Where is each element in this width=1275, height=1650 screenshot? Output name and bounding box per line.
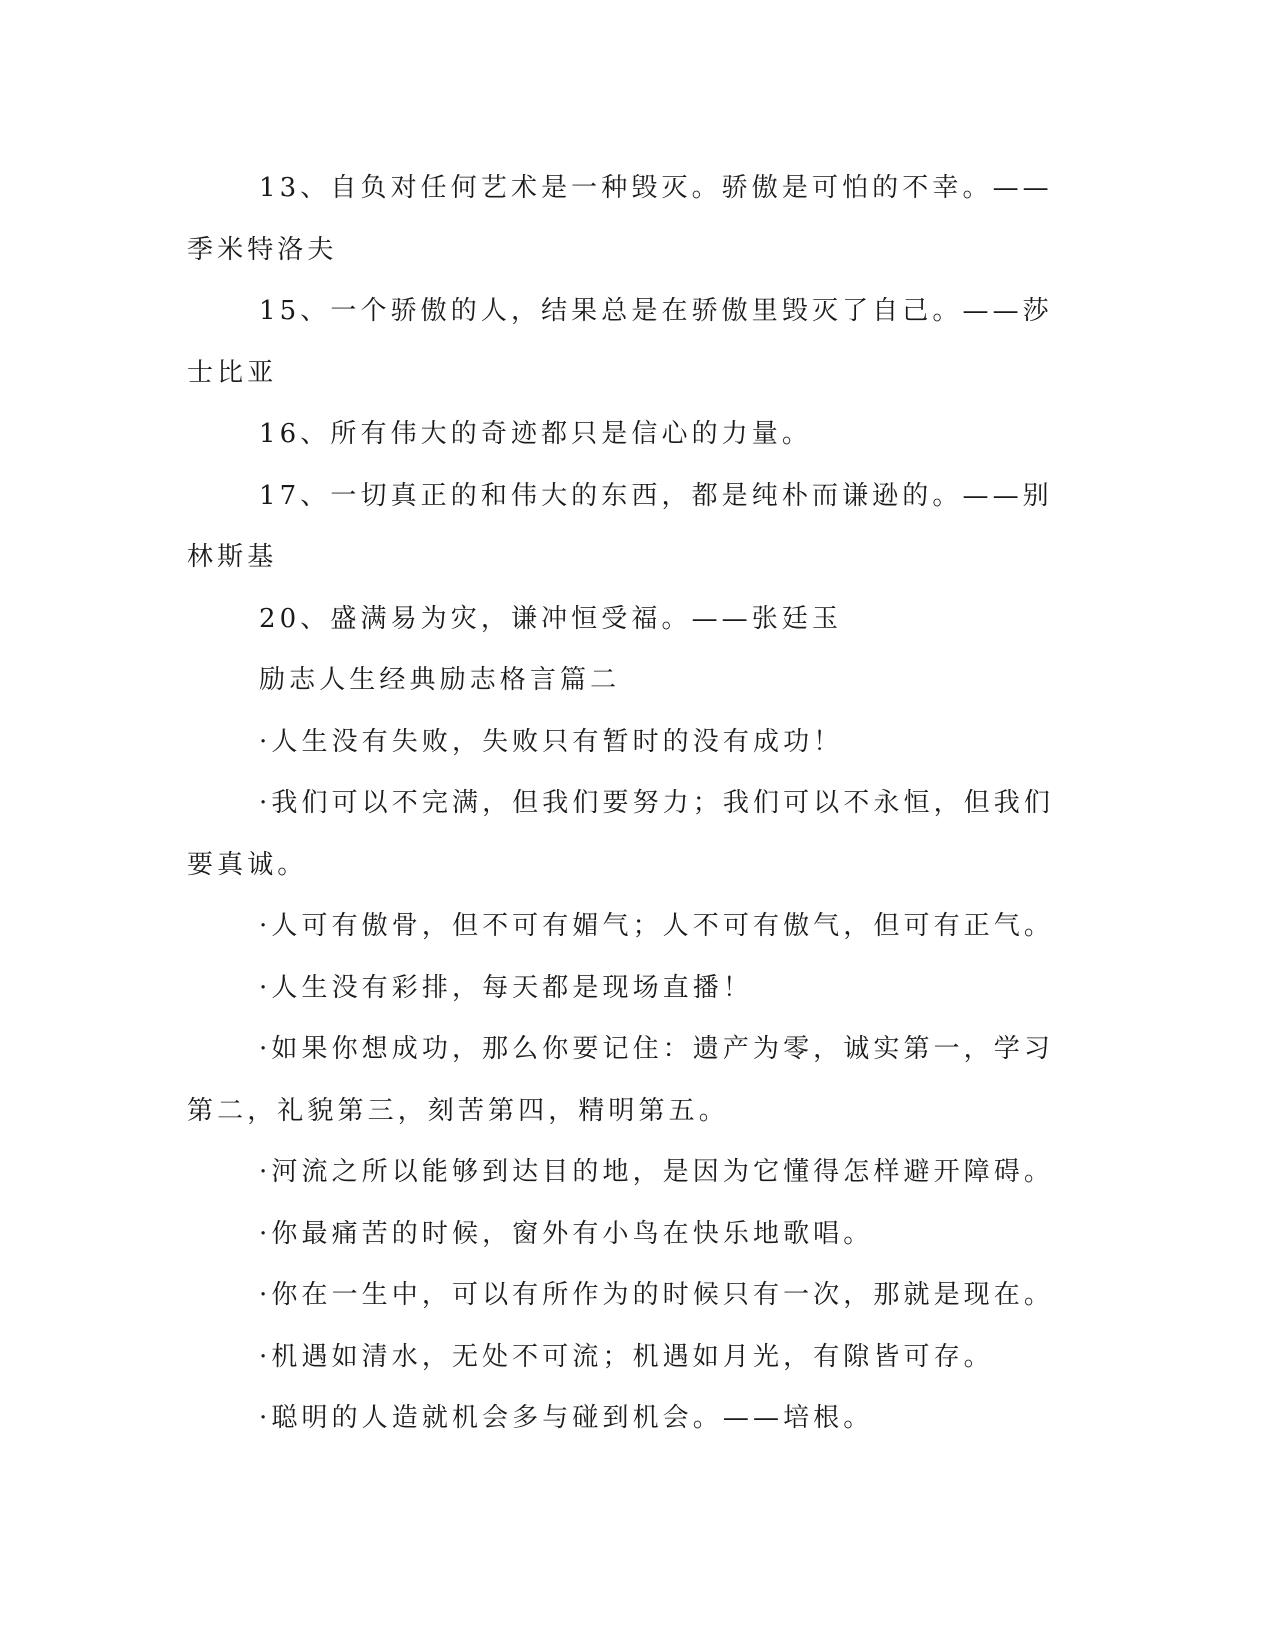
bullet-quote-1: ·人生没有失败，失败只有暂时的没有成功！ — [259, 726, 844, 757]
document-body — [187, 158, 1077, 1450]
bullet-quote-2: ·我们可以不完满，但我们要努力；我们可以不永恒，但我们要真诚。 — [187, 788, 1054, 880]
bullet-quote-5: ·如果你想成功，那么你要记住：遗产为零，诚实第一，学习第二，礼貌第三，刻苦第四，精明第五。 — [187, 1034, 1054, 1126]
quote-15: 15、一个骄傲的人，结果总是在骄傲里毁灭了自己。——莎士比亚 — [187, 296, 1053, 388]
bullet-quote-7: ·你最痛苦的时候，窗外有小鸟在快乐地歌唱。 — [259, 1218, 874, 1249]
quote-17: 17、一切真正的和伟大的东西，都是纯朴而谦逊的。——别林斯基 — [187, 480, 1053, 572]
bullet-quote-10: ·聪明的人造就机会多与碰到机会。——培根。 — [259, 1403, 874, 1433]
quote-20: 20、盛满易为灾，谦冲恒受福。——张廷玉 — [259, 603, 843, 634]
bullet-quote-8: ·你在一生中，可以有所作为的时候只有一次，那就是现在。 — [259, 1280, 1054, 1310]
quote-13: 13、自负对任何艺术是一种毁灭。骄傲是可怕的不幸。——季米特洛夫 — [187, 173, 1053, 265]
bullet-quote-9: ·机遇如清水，无处不可流；机遇如月光，有隙皆可存。 — [259, 1341, 994, 1372]
section-heading: 励志人生经典励志格言篇二 — [259, 665, 621, 695]
bullet-quote-6: ·河流之所以能够到达目的地，是因为它懂得怎样避开障碍。 — [259, 1157, 1054, 1187]
bullet-quote-4: ·人生没有彩排，每天都是现场直播！ — [259, 972, 753, 1003]
bullet-quote-3: ·人可有傲骨，但不可有媚气；人不可有傲气，但可有正气。 — [259, 911, 1054, 941]
quote-16: 16、所有伟大的奇迹都只是信心的力量。 — [259, 419, 812, 449]
